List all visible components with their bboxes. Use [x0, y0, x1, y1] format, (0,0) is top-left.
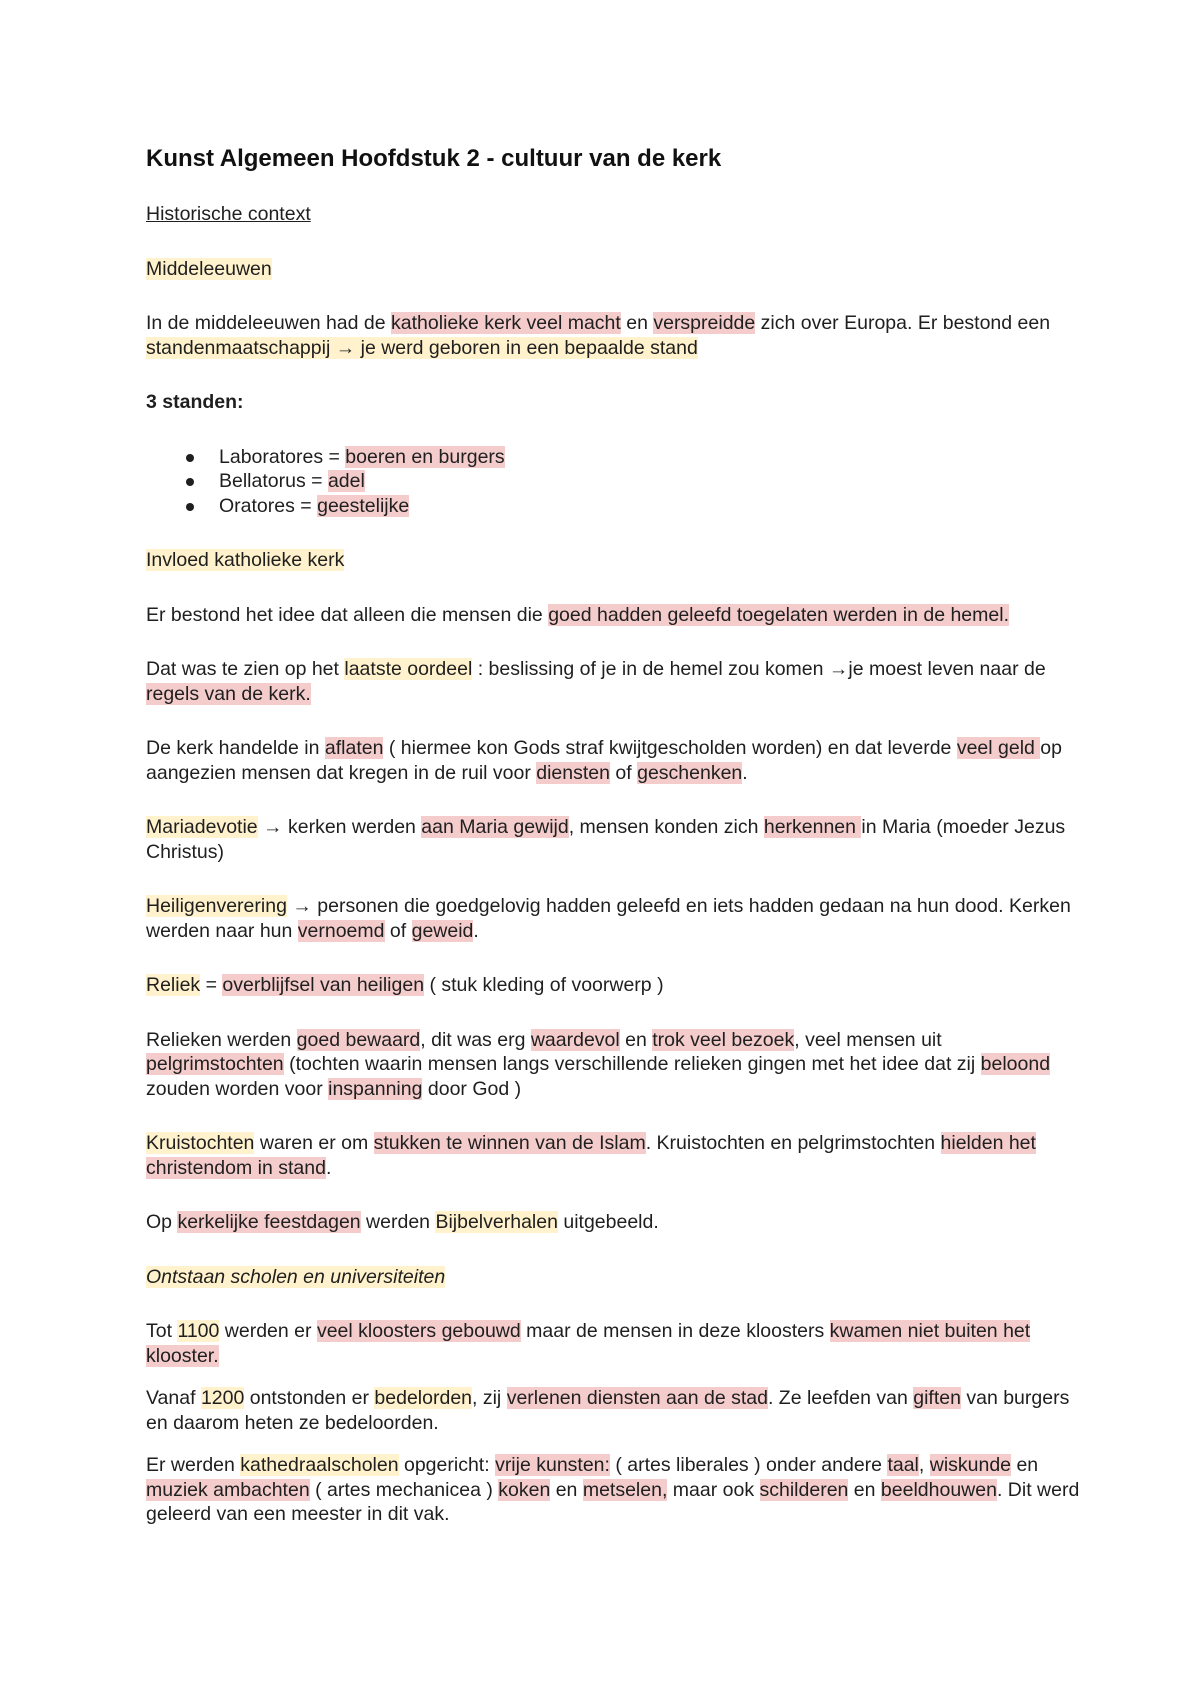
text: op aangezien mensen dat kregen in de ruil voor	[146, 737, 1062, 784]
highlight: geweid	[411, 919, 474, 942]
highlight: kwamen niet buiten het klooster.	[146, 1320, 1031, 1367]
paragraph-relieken	[146, 1028, 1080, 1102]
highlight: standenmaatschappij → je werd geboren in een bepaalde stand	[146, 336, 698, 359]
highlight: Middeleeuwen	[146, 257, 272, 280]
highlight: aan Maria gewijd	[421, 816, 569, 838]
text: uitgebeeld.	[557, 1211, 659, 1233]
text: Relieken werden	[146, 1028, 297, 1051]
section-heading-middeleeuwen	[146, 257, 1080, 282]
text: ( hiermee kon Gods straf kwijtgescholden worden) en dat leverde	[383, 737, 957, 759]
highlight: giften	[913, 1387, 961, 1409]
highlight: wiskunde	[929, 1454, 1012, 1476]
text: en	[1011, 1454, 1039, 1476]
highlight: geschenken	[637, 761, 743, 784]
text: ( artes mechanicea )	[309, 1478, 499, 1501]
text: , veel mensen uit	[794, 1028, 942, 1051]
text: ontstonden er	[244, 1387, 375, 1409]
text: (tochten waarin mensen langs verschillende relieken gingen met het idee dat zij	[283, 1053, 981, 1075]
highlight: verlenen diensten aan de stad	[506, 1387, 768, 1409]
paragraph-middeleeuwen	[146, 311, 1080, 360]
document-title: Kunst Algemeen Hoofdstuk 2 - cultuur van de kerk	[146, 145, 722, 172]
highlight: taal	[887, 1454, 919, 1476]
text: werden	[360, 1211, 436, 1233]
paragraph-feestdagen	[146, 1210, 1080, 1235]
highlight: Invloed katholieke kerk	[146, 549, 345, 571]
text: opgericht:	[398, 1454, 496, 1476]
text: door God )	[422, 1077, 522, 1100]
highlight: overblijfsel van heiligen	[222, 974, 425, 996]
paragraph-aflaten	[146, 736, 1080, 785]
text: Dat was te zien op het	[146, 658, 345, 680]
highlight: 1100	[177, 1320, 220, 1342]
paragraph-hemel	[146, 603, 1080, 628]
highlight: pelgrimstochten	[146, 1053, 284, 1075]
text: Er bestond het idee dat alleen die mensen die	[146, 603, 549, 626]
text: ( stuk kleding of voorwerp )	[424, 974, 664, 996]
paragraph-mariadevotie	[146, 815, 1080, 864]
list-item-label: Laboratores =	[219, 445, 346, 468]
text: ( artes liberales ) onder andere	[609, 1454, 888, 1476]
highlight: diensten	[536, 761, 610, 784]
text: zouden worden voor	[146, 1077, 329, 1100]
text: .	[473, 919, 479, 942]
paragraph-kloosters	[146, 1319, 1080, 1368]
text: en	[619, 1028, 653, 1051]
text: zich over Europa. Er bestond een	[755, 312, 1051, 334]
paragraph-kruistochten	[146, 1131, 1080, 1180]
text: en	[620, 312, 654, 334]
highlight: inspanning	[328, 1077, 423, 1100]
highlight: boeren en burgers	[345, 445, 505, 468]
text: werden er	[219, 1320, 317, 1342]
section-heading-historische-context: Historische context	[146, 203, 311, 225]
highlight: verspreidde	[653, 312, 756, 334]
paragraph-laatste-oordeel	[146, 657, 1080, 706]
highlight: laatste oordeel	[344, 658, 473, 680]
highlight: beeldhouwen	[880, 1478, 997, 1501]
text: De kerk handelde in	[146, 737, 325, 759]
text: .	[325, 1156, 332, 1179]
list-item	[186, 469, 1080, 494]
highlight: katholieke kerk veel macht	[391, 312, 621, 334]
list-item	[186, 445, 1080, 470]
highlight: Mariadevotie	[146, 816, 258, 838]
text: waren er om	[254, 1132, 374, 1154]
text: . Kruistochten en pelgrimstochten	[645, 1132, 941, 1154]
text: In de middeleeuwen had de	[146, 312, 392, 334]
text: en	[848, 1478, 881, 1501]
paragraph-bedelorden	[146, 1386, 1080, 1435]
highlight: vernoemd	[297, 919, 385, 942]
text: maar de mensen in deze kloosters	[520, 1320, 830, 1342]
text: → kerken werden	[257, 816, 422, 838]
highlight: metselen,	[582, 1478, 668, 1501]
section-heading-ontstaan-scholen	[146, 1265, 1080, 1290]
standen-list	[146, 445, 1080, 519]
section-heading-invloed	[146, 548, 1080, 573]
highlight: geestelijke	[317, 494, 410, 517]
text: . Ze leefden van	[767, 1387, 914, 1409]
highlight: schilderen	[759, 1478, 849, 1501]
text: of	[384, 919, 412, 942]
highlight: regels van de kerk.	[146, 682, 311, 705]
highlight: Ontstaan scholen en universiteiten	[146, 1265, 446, 1288]
text: ,	[918, 1454, 930, 1476]
highlight: stukken te winnen van de Islam	[373, 1132, 646, 1154]
text: , dit was erg	[420, 1028, 531, 1051]
text: =	[200, 974, 223, 996]
highlight: kerkelijke feestdagen	[177, 1211, 361, 1233]
highlight: bedelorden	[374, 1387, 473, 1409]
highlight: koken	[498, 1478, 551, 1501]
highlight: muziek ambachten	[146, 1478, 310, 1501]
highlight: 1200	[200, 1387, 245, 1409]
text: , zij	[472, 1387, 507, 1409]
text: Op	[146, 1211, 178, 1233]
highlight: aflaten	[324, 737, 384, 759]
highlight: waardevol	[530, 1028, 620, 1051]
text: .	[742, 761, 748, 784]
text: van burgers en daarom heten ze bedeloorden.	[146, 1387, 1070, 1434]
list-item	[186, 494, 1080, 519]
text: : beslissing of je in de hemel zou komen →je moest leven naar de	[472, 658, 1046, 680]
standen-heading: 3 standen:	[146, 391, 244, 413]
highlight: vrije kunsten:	[495, 1454, 610, 1476]
text: Er werden	[146, 1454, 241, 1476]
list-item-label: Bellatorus =	[219, 470, 328, 492]
list-item-label: Oratores =	[219, 494, 318, 517]
paragraph-reliek	[146, 973, 1080, 998]
highlight: Heiligenverering	[146, 895, 287, 917]
text: maar ook	[667, 1478, 760, 1501]
highlight: goed hadden geleefd toegelaten werden in de hemel.	[548, 603, 1009, 626]
text: in Maria (moeder Jezus Christus)	[146, 816, 1066, 863]
text: , mensen konden zich	[568, 816, 764, 838]
paragraph-heiligenverering	[146, 894, 1080, 943]
highlight: veel kloosters gebouwd	[316, 1320, 521, 1342]
highlight: kathedraalscholen	[240, 1454, 399, 1476]
text: of	[609, 761, 638, 784]
text: Vanaf	[146, 1387, 201, 1409]
text: Tot	[146, 1320, 178, 1342]
highlight: Bijbelverhalen	[435, 1211, 558, 1233]
highlight: hielden het christendom in stand	[146, 1132, 1036, 1179]
highlight: beloond	[980, 1053, 1051, 1075]
text: en	[550, 1478, 583, 1501]
highlight: Kruistochten	[146, 1132, 255, 1154]
highlight: veel geld	[956, 737, 1041, 759]
highlight: trok veel bezoek	[652, 1028, 795, 1051]
highlight: herkennen	[763, 816, 862, 838]
paragraph-kathedraalscholen	[146, 1453, 1080, 1527]
text: . Dit werd geleerd van een meester in dit vak.	[146, 1478, 1080, 1525]
highlight: adel	[327, 470, 365, 492]
highlight: Reliek	[146, 974, 201, 996]
text: → personen die goedgelovig hadden geleefd en iets hadden gedaan na hun dood. Kerken werden naar hun	[146, 895, 1071, 942]
highlight: goed bewaard	[296, 1028, 421, 1051]
